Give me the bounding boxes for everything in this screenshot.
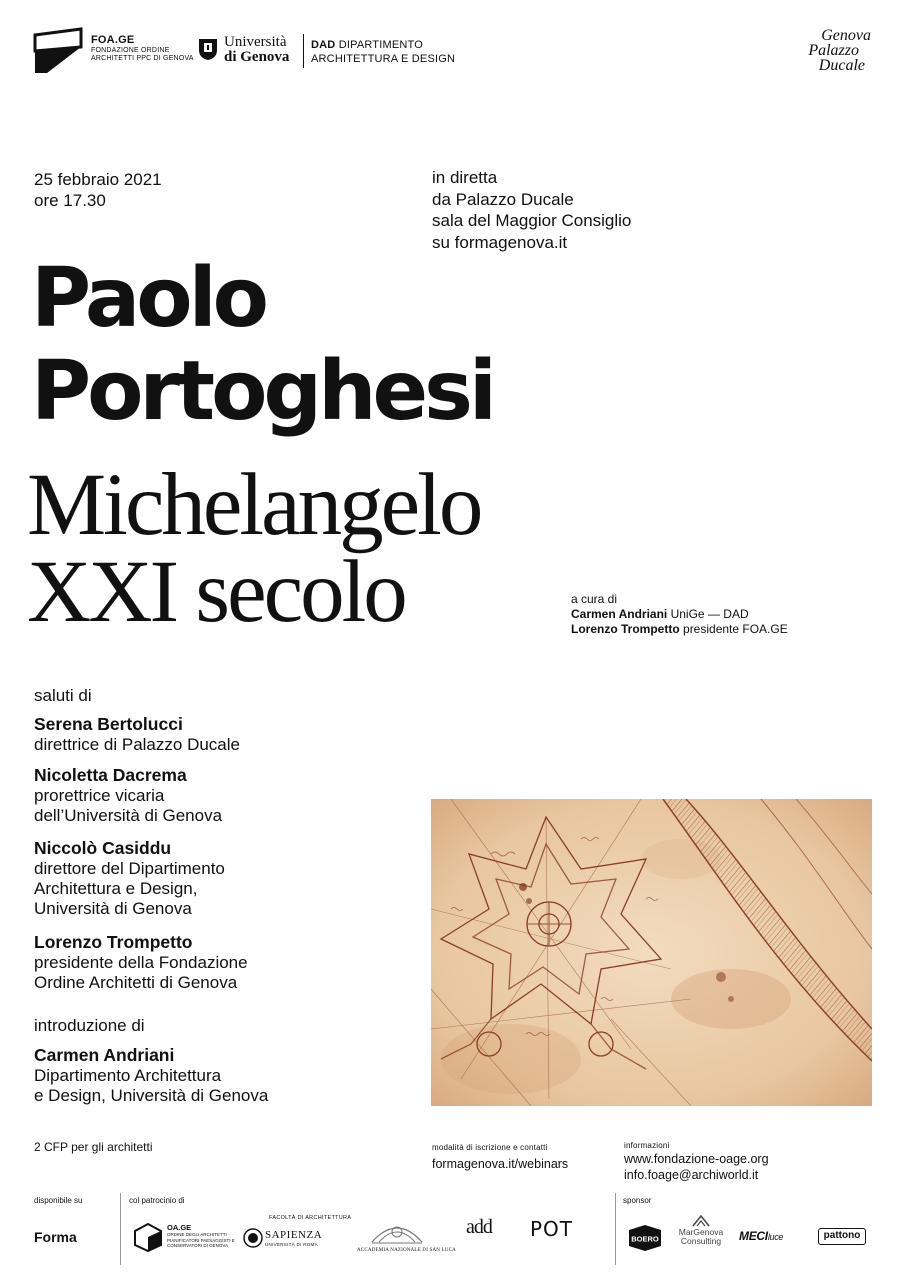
forma-logo: Forma <box>34 1229 77 1245</box>
intro-person: Carmen Andriani Dipartimento Architettura e Design, Università di Genova <box>34 1045 269 1105</box>
accademia-emblem-icon <box>367 1218 427 1246</box>
oage-cube-icon <box>133 1222 163 1252</box>
pot-logo: POT <box>530 1217 574 1241</box>
info-email-link[interactable]: info.foage@archiworld.it <box>624 1167 759 1182</box>
event-venue: in diretta da Palazzo Ducale sala del Maggior Consiglio su formagenova.it <box>432 168 632 252</box>
meci-luce-logo: MECIluce <box>739 1229 784 1243</box>
sponsor-label: sponsor <box>623 1196 652 1205</box>
cfp-credits: 2 CFP per gli architetti <box>34 1140 153 1154</box>
oage-logo: OA.GE ORDINE DEGLI ARCHITETTI PIANIFICATORI PAESAGGISTI E CONSERVATORI DI GENOVA <box>133 1222 233 1252</box>
curated-label: a cura di <box>571 592 618 606</box>
foa-subtitle: FONDAZIONE ORDINE ARCHITETTI PPC DI GENOVA <box>91 47 194 62</box>
foa-title: FOA.GE <box>91 34 135 46</box>
michelangelo-fortification-drawing <box>431 799 872 1106</box>
add-logo: add <box>466 1216 492 1238</box>
event-datetime <box>34 169 162 211</box>
foa-ge-logo <box>33 27 194 77</box>
unige-name: Università di Genova <box>224 34 290 65</box>
palazzo-ducale-logo: Genova Palazzo Ducale <box>808 27 871 74</box>
info-contacts <box>624 1152 769 1183</box>
greeting-person: Nicoletta Dacrema prorettrice vicaria dell’Università di Genova <box>34 765 223 825</box>
available-label: disponibile su <box>34 1196 83 1205</box>
boero-logo <box>627 1224 663 1252</box>
greeting-person: Niccolò Casiddu direttore del Dipartimento Architettura e Design, Università di Genova <box>34 838 225 918</box>
unige-separator <box>303 34 304 68</box>
footer-divider <box>615 1193 616 1265</box>
intro-label: introduzione di <box>34 1016 145 1035</box>
curated-by: a cura di Carmen Andriani UniGe — DAD Lorenzo Trompetto presidente FOA.GE <box>571 592 788 636</box>
event-time: ore 17.30 <box>34 191 106 210</box>
foa-mark-icon <box>33 27 85 77</box>
pattono-logo: pattono <box>818 1228 866 1245</box>
margenova-mark-icon <box>691 1215 711 1227</box>
info-label: informazioni <box>624 1141 670 1150</box>
registration-link[interactable]: formagenova.it/webinars <box>432 1157 569 1171</box>
greeting-person: Lorenzo Trompetto presidente della Fondazione Ordine Architetti di Genova <box>34 932 248 992</box>
info-website-link[interactable]: www.fondazione-oage.org <box>624 1152 769 1166</box>
accademia-san-luca-logo: ACCADEMIA NAZIONALE DI SAN LUCA <box>357 1218 437 1256</box>
event-date: 25 febbraio 2021 <box>34 170 162 189</box>
sapienza-logo: FACOLTÀ DI ARCHITETTURA SAPIENZA UNIVERSITÀ DI ROMA <box>243 1215 343 1255</box>
boero-badge-icon <box>627 1224 663 1252</box>
greetings-label: saluti di <box>34 686 92 705</box>
sapienza-seal-icon <box>243 1228 263 1248</box>
event-title: Michelangelo XXI secolo <box>27 456 481 641</box>
unige-crest-icon <box>198 37 218 61</box>
patronage-label: col patrocinio di <box>129 1196 185 1205</box>
margenova-logo: MarGenova Consulting <box>676 1215 726 1255</box>
greeting-person: Serena Bertolucci direttrice di Palazzo Ducale <box>34 714 240 754</box>
dad-department: DAD DIPARTIMENTO ARCHITETTURA E DESIGN <box>311 39 456 65</box>
unige-logo <box>198 34 456 70</box>
footer-divider <box>120 1193 121 1265</box>
drawing-image <box>431 799 872 1106</box>
registration-label: modalità di iscrizione e contatti <box>432 1143 548 1152</box>
boero-text: BOERO <box>631 1234 659 1244</box>
speaker-name: Paolo Portoghesi <box>31 251 494 439</box>
